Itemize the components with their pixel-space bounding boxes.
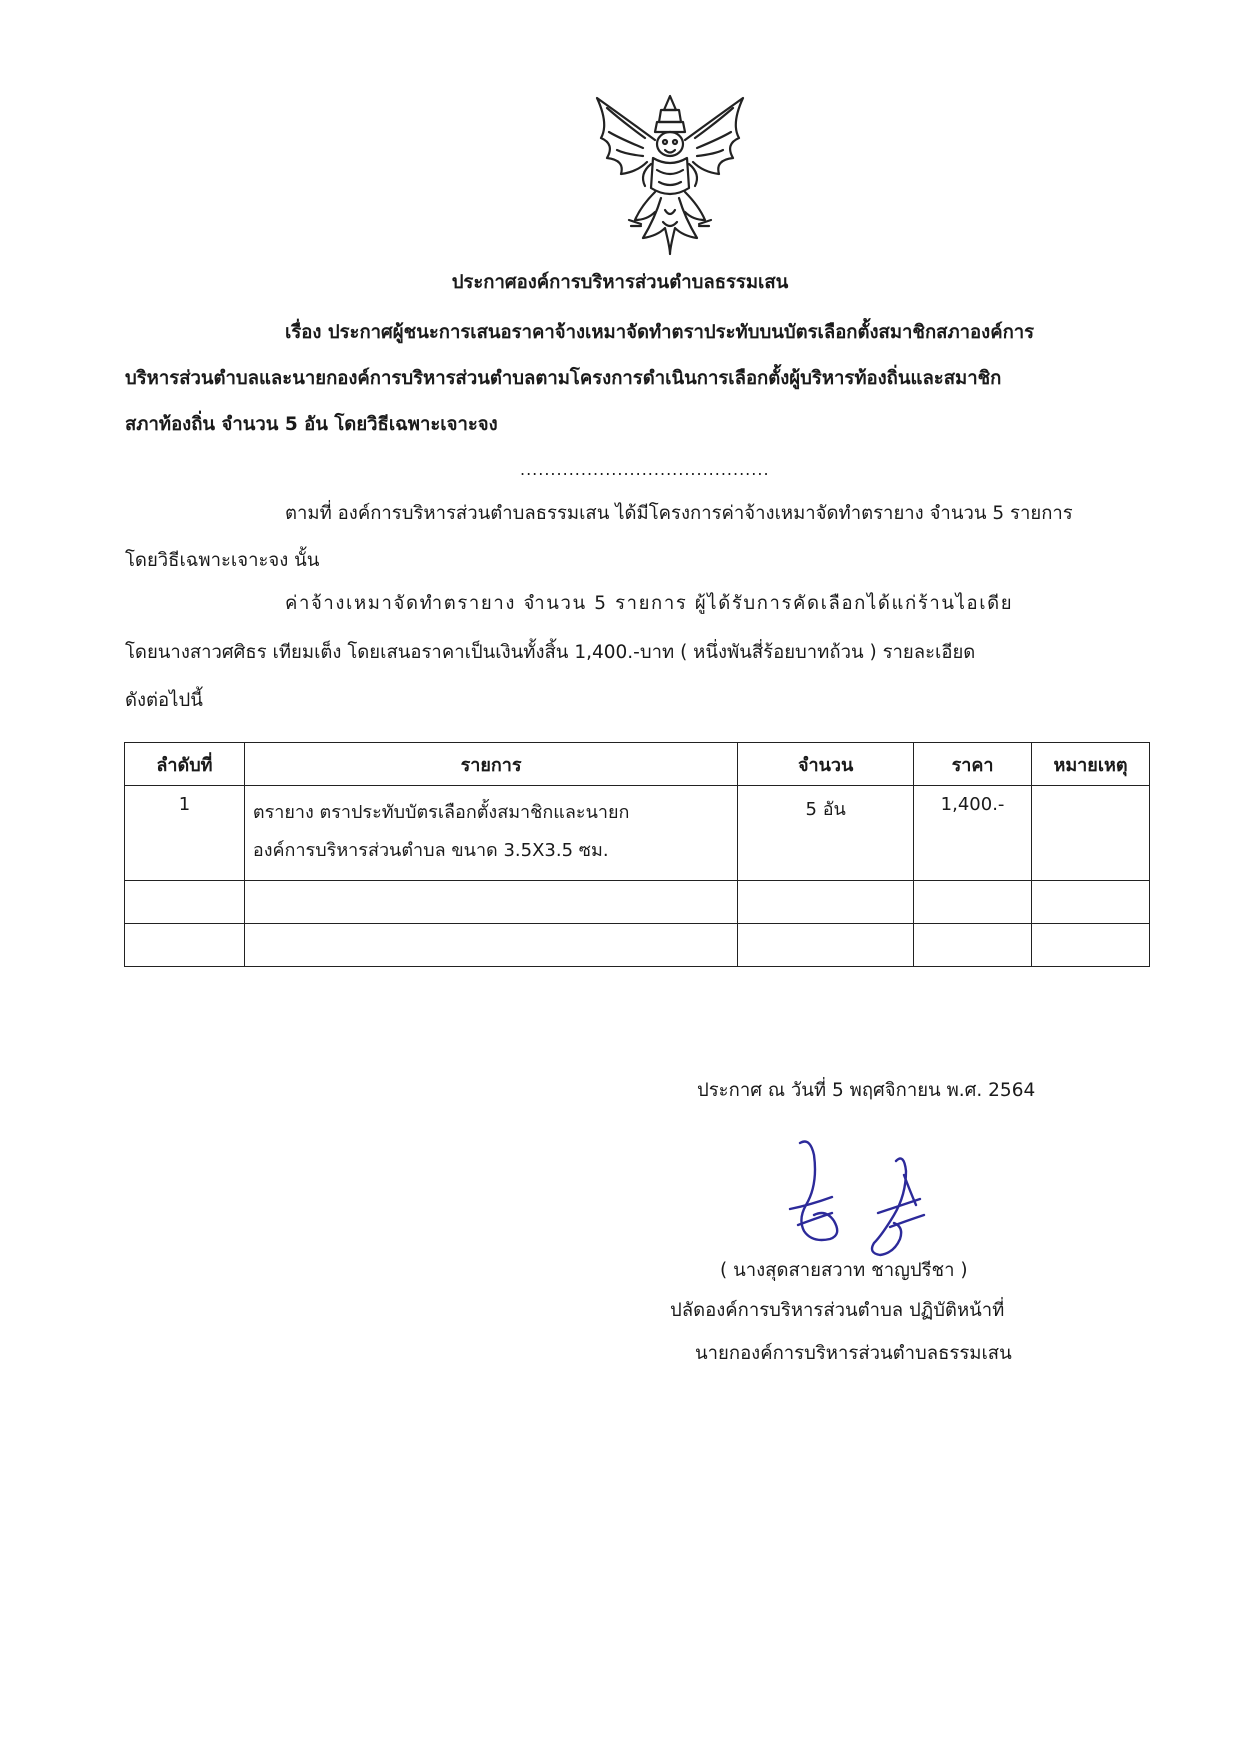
cell-item: [244, 786, 737, 881]
empty-cell: [738, 881, 914, 924]
table-row: [125, 786, 1150, 881]
signer-position: นายกองค์การบริหารส่วนตำบลธรรมเสน: [695, 1343, 1012, 1364]
column-header-price: ราคา: [914, 743, 1032, 786]
announcement-date: ประกาศ ณ วันที่ 5 พฤศจิกายน พ.ศ. 2564: [697, 1080, 1036, 1101]
empty-cell: [125, 924, 245, 967]
table-row: [125, 881, 1150, 924]
empty-cell: [1032, 924, 1150, 967]
body-paragraph-line: ค่าจ้างเหมาจัดทำตรายาง จำนวน 5 รายการ ผู้ได้รับการคัดเลือกได้แก่ร้านไอเดีย: [285, 593, 1014, 614]
body-paragraph-line: โดยวิธีเฉพาะเจาะจง นั้น: [125, 550, 320, 571]
announcement-title: ประกาศองค์การบริหารส่วนตำบลธรรมเสน: [451, 272, 789, 293]
signer-position: ปลัดองค์การบริหารส่วนตำบล ปฏิบัติหน้าที่: [670, 1300, 1005, 1321]
cell-quantity: 5 อัน: [738, 786, 914, 881]
column-header-remark: หมายเหตุ: [1032, 743, 1150, 786]
dotted-divider: .........................................: [520, 460, 770, 479]
subject-line: สภาท้องถิ่น จำนวน 5 อัน โดยวิธีเฉพาะเจาะจง: [125, 414, 498, 435]
signer-name: ( นางสุดสายสวาท ชาญปรีชา ): [720, 1260, 968, 1281]
cell-price: 1,400.-: [914, 786, 1032, 881]
cell-order: 1: [125, 786, 245, 881]
column-header-order: ลำดับที่: [125, 743, 245, 786]
empty-cell: [244, 924, 737, 967]
subject-line: บริหารส่วนตำบลและนายกองค์การบริหารส่วนตำบลตามโครงการดำเนินการเลือกตั้งผู้บริหารท้องถิ่นและสมาชิก: [125, 368, 1002, 389]
items-table: [124, 742, 1150, 967]
empty-cell: [914, 924, 1032, 967]
body-paragraph-line: โดยนางสาวศศิธร เทียมเต็ง โดยเสนอราคาเป็นเงินทั้งสิ้น 1,400.-บาท ( หนึ่งพันสี่ร้อยบาทถ้วน ) รายละเอียด: [125, 642, 976, 663]
empty-cell: [125, 881, 245, 924]
item-description-line: องค์การบริหารส่วนตำบล ขนาด 3.5X3.5 ซม.: [252, 840, 609, 861]
column-header-quantity: จำนวน: [738, 743, 914, 786]
cell-remark: [1032, 786, 1150, 881]
table-header-row: [125, 743, 1150, 786]
column-header-item: รายการ: [244, 743, 737, 786]
body-paragraph-line: ตามที่ องค์การบริหารส่วนตำบลธรรมเสน ได้มีโครงการค่าจ้างเหมาจัดทำตรายาง จำนวน 5 รายการ: [285, 503, 1073, 524]
empty-cell: [914, 881, 1032, 924]
garuda-emblem-icon: [585, 88, 755, 258]
item-description-line: ตรายาง ตราประทับบัตรเลือกตั้งสมาชิกและนายก: [252, 802, 630, 823]
subject-line: เรื่อง ประกาศผู้ชนะการเสนอราคาจ้างเหมาจัดทำตราประทับบนบัตรเลือกตั้งสมาชิกสภาองค์การ: [285, 322, 1035, 343]
empty-cell: [244, 881, 737, 924]
empty-cell: [738, 924, 914, 967]
empty-cell: [1032, 881, 1150, 924]
table-row: [125, 924, 1150, 967]
body-paragraph-line: ดังต่อไปนี้: [125, 690, 203, 711]
